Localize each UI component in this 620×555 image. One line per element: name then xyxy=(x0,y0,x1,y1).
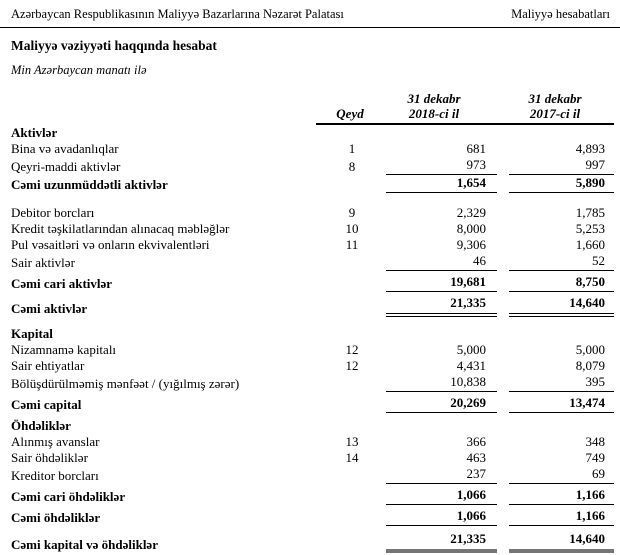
row-note: 14 xyxy=(345,450,359,465)
row-value-2018: 681 xyxy=(466,141,486,156)
table-row xyxy=(0,466,620,484)
table-row xyxy=(0,125,620,141)
column-header-2018 xyxy=(384,91,495,121)
row-note: 12 xyxy=(345,342,359,357)
row-value-2017: 69 xyxy=(509,466,614,484)
row-value-2017: 1,166 xyxy=(509,487,614,505)
row-value-2018: 1,066 xyxy=(386,508,497,526)
row-note: 11 xyxy=(345,237,359,252)
page-header xyxy=(0,0,620,27)
row-label: Sair ehtiyatlar xyxy=(11,358,85,373)
table-row xyxy=(0,487,620,505)
table-row xyxy=(0,221,620,237)
row-value-2018: 19,681 xyxy=(386,274,497,292)
row-value-2017: 52 xyxy=(509,253,614,271)
table-row xyxy=(0,374,620,392)
row-note: 12 xyxy=(345,358,359,373)
row-value-2017: 14,640 xyxy=(509,295,614,317)
row-label: Bölüşdürülməmiş mənfəət / (yığılmış zərər) xyxy=(11,376,240,391)
column-header-note: Qeyd xyxy=(336,106,364,121)
row-value-2017: 1,660 xyxy=(575,237,605,252)
row-value-2018: 4,431 xyxy=(456,358,486,373)
currency-note: Min Azərbaycan manatı ilə xyxy=(11,63,147,77)
row-label: Nizamnamə kapitalı xyxy=(11,342,117,357)
column-header-2018-line1: 31 dekabr xyxy=(407,91,461,106)
page-header-left: Azərbaycan Respublikasının Maliyyə Bazarlarına Nəzarət Palatası xyxy=(11,7,344,21)
row-label: Cəmi uzunmüddətli aktivlər xyxy=(11,177,168,192)
row-note: 9 xyxy=(348,205,356,220)
row-value-2018: 1,066 xyxy=(386,487,497,505)
row-value-2018: 366 xyxy=(466,434,486,449)
table-row xyxy=(0,450,620,466)
row-value-2018: 21,335 xyxy=(386,295,497,317)
row-value-2018: 9,306 xyxy=(456,237,486,252)
row-value-2018: 973 xyxy=(386,157,497,175)
statement-title: Maliyyə vəziyyəti haqqında hesabat xyxy=(11,38,217,53)
table-column-header xyxy=(0,91,620,125)
table-row xyxy=(0,141,620,157)
row-value-2018: 46 xyxy=(386,253,497,271)
table-row xyxy=(0,418,620,434)
row-label: Debitor borcları xyxy=(11,205,95,220)
row-value-2018: 5,000 xyxy=(456,342,486,357)
row-label: Bina və avadanlıqlar xyxy=(11,141,119,156)
row-value-2018: 237 xyxy=(386,466,497,484)
table-row xyxy=(0,237,620,253)
row-label: Cəmi capital xyxy=(11,397,82,412)
row-label: Sair aktivlər xyxy=(11,255,75,270)
row-value-2018: 10,838 xyxy=(386,374,497,392)
row-value-2017: 997 xyxy=(509,157,614,175)
row-label: Aktivlər xyxy=(11,125,58,140)
row-label: Öhdəliklər xyxy=(11,418,71,433)
column-header-2017 xyxy=(507,91,614,121)
table-row xyxy=(0,205,620,221)
table-row xyxy=(0,434,620,450)
row-value-2017: 14,640 xyxy=(509,531,614,553)
row-label: Cəmi öhdəliklər xyxy=(11,510,101,525)
row-value-2017: 5,890 xyxy=(509,175,614,193)
table-row xyxy=(0,508,620,526)
row-value-2018: 1,654 xyxy=(386,175,497,193)
row-label: Pul vəsaitləri və onların ekvivalentləri xyxy=(11,237,210,252)
table-row xyxy=(0,358,620,374)
row-value-2018: 20,269 xyxy=(386,395,497,413)
row-value-2017: 4,893 xyxy=(575,141,605,156)
table-row xyxy=(0,175,620,193)
row-label: Cəmi cari aktivlər xyxy=(11,276,113,291)
row-value-2017: 13,474 xyxy=(509,395,614,413)
row-value-2018: 21,335 xyxy=(386,531,497,553)
row-value-2017: 1,785 xyxy=(575,205,605,220)
row-value-2017: 8,079 xyxy=(575,358,605,373)
row-label: Qeyri-maddi aktivlər xyxy=(11,159,121,174)
row-label: Kredit təşkilatlarından alınacaq məbləğlər xyxy=(11,221,230,236)
table-row xyxy=(0,274,620,292)
row-note: 10 xyxy=(345,221,359,236)
row-value-2017: 5,253 xyxy=(575,221,605,236)
column-header-group xyxy=(316,91,614,125)
table-row xyxy=(0,326,620,342)
table-row xyxy=(0,531,620,553)
row-label: Kreditor borcları xyxy=(11,468,99,483)
table-row xyxy=(0,253,620,271)
statement-table-body xyxy=(0,125,620,553)
row-value-2017: 348 xyxy=(585,434,605,449)
row-label: Cəmi aktivlər xyxy=(11,301,88,316)
row-label: Kapital xyxy=(11,326,53,341)
row-note: 13 xyxy=(345,434,359,449)
column-header-2018-line2: 2018-ci il xyxy=(408,106,460,121)
row-value-2018: 2,329 xyxy=(456,205,486,220)
row-value-2017: 395 xyxy=(509,374,614,392)
row-value-2018: 463 xyxy=(466,450,486,465)
table-row xyxy=(0,395,620,413)
row-note: 1 xyxy=(348,141,356,156)
row-value-2017: 5,000 xyxy=(575,342,605,357)
row-value-2017: 749 xyxy=(585,450,605,465)
row-label: Cəmi cari öhdəliklər xyxy=(11,489,126,504)
row-value-2017: 1,166 xyxy=(509,508,614,526)
row-value-2017: 8,750 xyxy=(509,274,614,292)
page-header-right: Maliyyə hesabatları xyxy=(511,7,610,21)
table-row xyxy=(0,295,620,317)
column-header-2017-line1: 31 dekabr xyxy=(528,91,582,106)
column-header-2017-line2: 2017-ci il xyxy=(529,106,581,121)
row-value-2018: 8,000 xyxy=(456,221,486,236)
table-row xyxy=(0,342,620,358)
row-label: Cəmi kapital və öhdəliklər xyxy=(11,537,158,552)
header-rule xyxy=(0,27,620,28)
column-header-spacer xyxy=(0,91,316,125)
row-label: Sair öhdəliklər xyxy=(11,450,88,465)
row-label: Alınmış avanslar xyxy=(11,434,100,449)
row-note: 8 xyxy=(348,159,356,174)
table-row xyxy=(0,157,620,175)
